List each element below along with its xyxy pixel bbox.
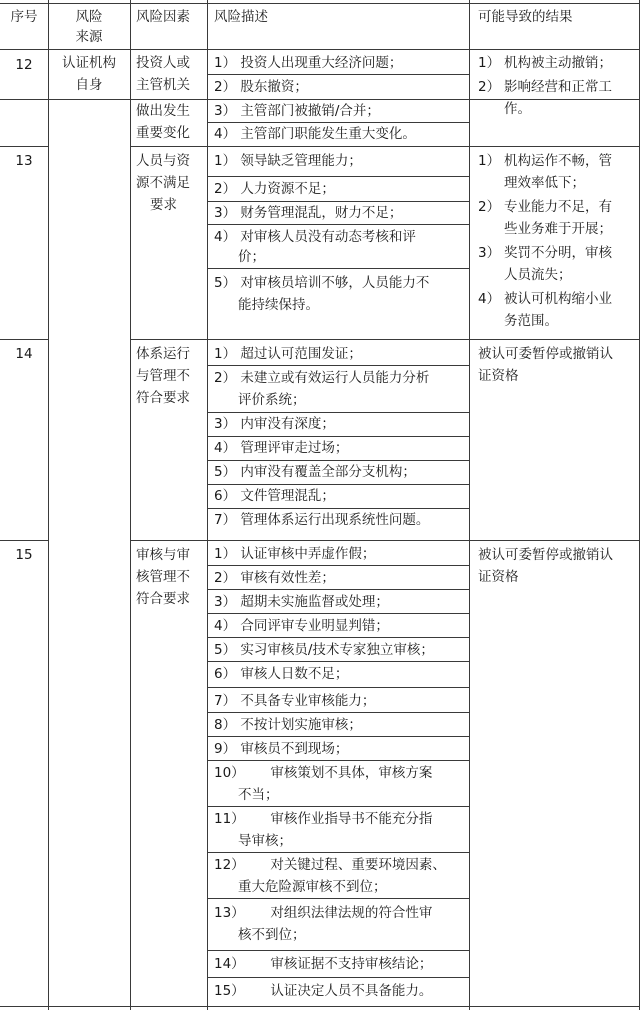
hline (207, 176, 469, 177)
desc-item: 13） 对组织法律法规的符合性审 (214, 905, 433, 921)
row-seq: 15 (15, 547, 33, 563)
desc-item: 评价系统； (238, 392, 306, 408)
hline (207, 712, 469, 713)
desc-item: 9） 审核员不到现场； (214, 741, 349, 757)
desc-item: 2） 人力资源不足； (214, 181, 335, 197)
desc-item: 价； (238, 249, 265, 265)
vline (48, 0, 49, 1010)
row-source-line1: 认证机构 (62, 55, 116, 71)
desc-item: 15） 认证决定人员不具备能力。 (214, 983, 433, 999)
hline (207, 365, 469, 366)
desc-item: 1） 超过认可范围发证； (214, 346, 362, 362)
result-text: 人员流失； (504, 267, 572, 283)
hline (207, 898, 469, 899)
hline (207, 950, 469, 951)
result-text: 证资格 (478, 569, 519, 585)
result-text: 些业务难于开展； (504, 221, 612, 237)
desc-item: 4） 管理评审走过场； (214, 440, 349, 456)
header-factor: 风险因素 (136, 9, 190, 25)
factor-line: 做出发生 (136, 103, 190, 119)
desc-item: 10） 审核策划不具体，审核方案 (214, 765, 433, 781)
factor-line: 符合要求 (136, 390, 190, 406)
desc-item: 1） 领导缺乏管理能力； (214, 153, 362, 169)
row-source-line2: 自身 (75, 77, 103, 93)
hline (207, 687, 469, 688)
vline (130, 0, 131, 1010)
factor-line: 要求 (150, 197, 177, 213)
result-text: 机构运作不畅，管 (504, 153, 612, 169)
desc-item: 2） 未建立或有效运行人员能力分析 (214, 370, 430, 386)
row-seq: 14 (15, 346, 33, 362)
vline (207, 0, 208, 1010)
hline (207, 637, 469, 638)
row-seq: 12 (15, 57, 33, 73)
header-desc: 风险描述 (214, 9, 268, 25)
result-text: 影响经营和正常工 (504, 79, 612, 95)
hline (207, 565, 469, 566)
result-text: 机构被主动撤销； (504, 55, 612, 71)
header-seq: 序号 (10, 9, 38, 25)
hline (0, 146, 48, 147)
result-num: 1） (478, 55, 501, 71)
row-seq: 13 (15, 153, 33, 169)
desc-item: 5） 实习审核员/技术专家独立审核； (214, 642, 434, 658)
result-text: 专业能力不足，有 (504, 199, 612, 215)
hline (207, 74, 469, 75)
desc-item: 1） 投资人出现重大经济问题； (214, 55, 403, 71)
hline (207, 736, 469, 737)
header-result: 可能导致的结果 (478, 9, 573, 25)
result-text: 奖罚不分明，审核 (504, 245, 612, 261)
desc-item: 2） 审核有效性差； (214, 570, 335, 586)
result-text: 作。 (504, 101, 531, 117)
desc-item: 4） 合同评审专业明显判错； (214, 618, 389, 634)
header-source-line2: 来源 (75, 29, 103, 45)
desc-item: 3） 主管部门被撤销/合并； (214, 103, 380, 119)
hline (0, 540, 48, 541)
desc-item: 6） 文件管理混乱； (214, 488, 335, 504)
result-text: 证资格 (478, 368, 519, 384)
factor-line: 与管理不 (136, 368, 190, 384)
desc-item: 2） 股东撤资； (214, 79, 308, 95)
hline (0, 339, 48, 340)
result-num: 4） (478, 291, 501, 307)
factor-line: 重要变化 (136, 125, 190, 141)
hline (0, 1006, 640, 1007)
desc-item: 7） 不具备专业审核能力； (214, 693, 376, 709)
desc-item: 7） 管理体系运行出现系统性问题。 (214, 512, 430, 528)
desc-item: 14） 审核证据不支持审核结论； (214, 956, 433, 972)
desc-item: 重大危险源审核不到位； (238, 879, 387, 895)
result-text: 被认可机构缩小业 (504, 291, 612, 307)
desc-item: 1） 认证审核中弄虚作假； (214, 546, 376, 562)
factor-line: 核管理不 (136, 569, 190, 585)
desc-item: 5） 内审没有覆盖全部分支机构； (214, 464, 416, 480)
hline (207, 977, 469, 978)
hline (0, 3, 640, 4)
header-source-line1: 风险 (75, 9, 103, 25)
result-num: 3） (478, 245, 501, 261)
factor-line: 审核与审 (136, 547, 190, 563)
hline (207, 268, 469, 269)
result-num: 2） (478, 199, 501, 215)
desc-item: 4） 主管部门职能发生重大变化。 (214, 126, 416, 142)
factor-line: 主管机关 (136, 77, 190, 93)
desc-item: 3） 超期未实施监督或处理； (214, 594, 389, 610)
factor-line: 源不满足 (136, 175, 190, 191)
result-text: 理效率低下； (504, 175, 585, 191)
result-text: 被认可委暂停或撤销认 (478, 547, 613, 563)
desc-item: 4） 对审核人员没有动态考核和评 (214, 229, 416, 245)
desc-item: 6） 审核人日数不足； (214, 666, 349, 682)
result-text: 被认可委暂停或撤销认 (478, 346, 613, 362)
desc-item: 3） 财务管理混乱，财力不足； (214, 205, 403, 221)
hline (207, 224, 469, 225)
factor-line: 投资人或 (136, 55, 190, 71)
result-text: 务范围。 (504, 313, 558, 329)
hline (207, 661, 469, 662)
desc-item: 不当； (238, 787, 279, 803)
result-num: 2） (478, 79, 501, 95)
desc-item: 核不到位； (238, 927, 306, 943)
hline (207, 589, 469, 590)
result-num: 1） (478, 153, 501, 169)
factor-line: 符合要求 (136, 591, 190, 607)
hline (207, 613, 469, 614)
desc-item: 导审核； (238, 833, 292, 849)
hline (207, 852, 469, 853)
hline (207, 760, 469, 761)
desc-item: 能持续保持。 (238, 297, 319, 313)
desc-item: 11） 审核作业指导书不能充分指 (214, 811, 433, 827)
hline (0, 49, 640, 50)
desc-item: 5） 对审核员培训不够，人员能力不 (214, 275, 430, 291)
factor-line: 人员与资 (136, 153, 190, 169)
desc-item: 12） 对关键过程、重要环境因素、 (214, 857, 446, 873)
hline (207, 806, 469, 807)
factor-line: 体系运行 (136, 346, 190, 362)
desc-item: 8） 不按计划实施审核； (214, 717, 362, 733)
vline (469, 0, 470, 1010)
desc-item: 3） 内审没有深度； (214, 416, 335, 432)
